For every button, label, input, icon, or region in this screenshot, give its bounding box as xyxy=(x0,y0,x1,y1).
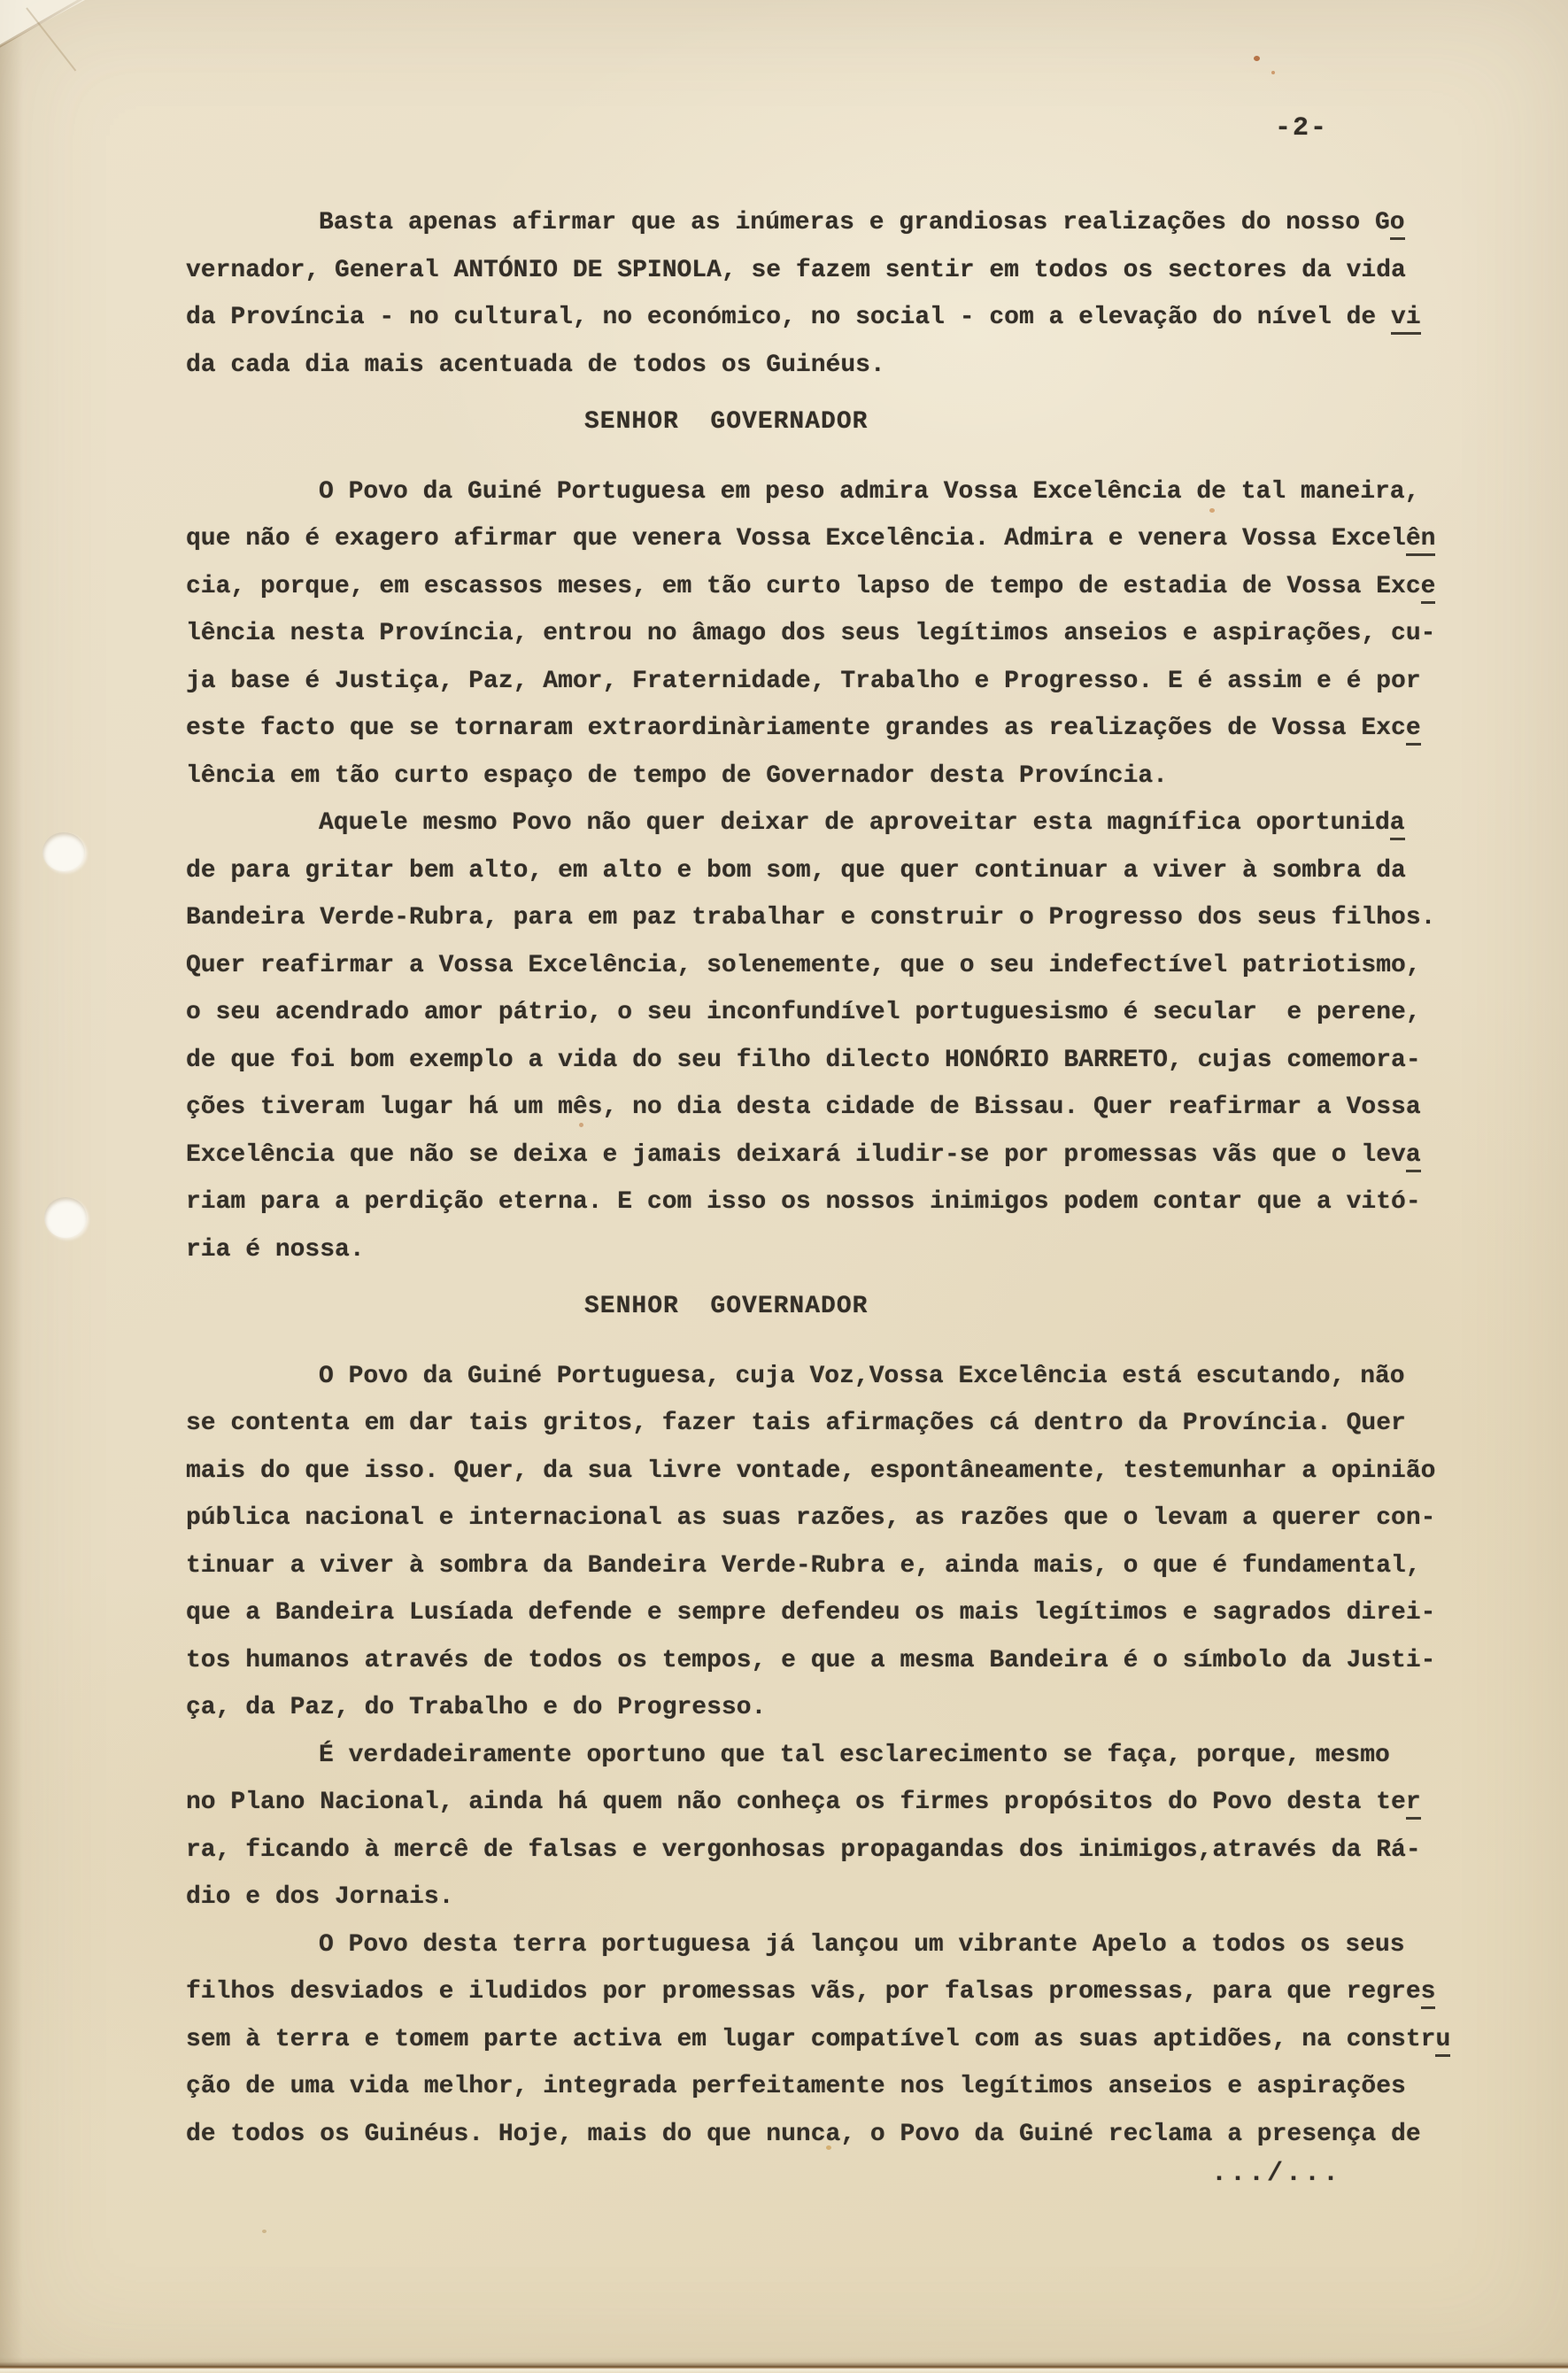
text-line: sem à terra e tomem parte activa em lugar compatível com as suas aptidões, na constru xyxy=(186,2016,1496,2064)
text-line: filhos desviados e iludidos por promessas vãs, por falsas promessas, para que regres xyxy=(186,1968,1496,2016)
text-line: o seu acendrado amor pátrio, o seu inconfundível portuguesismo é secular e perene, xyxy=(186,999,1421,1026)
text-line: ção de uma vida melhor, integrada perfeitamente nos legítimos anseios e aspirações xyxy=(186,2073,1406,2100)
text-line: tinuar a viver à sombra da Bandeira Verde-Rubra e, ainda mais, o que é fundamental, xyxy=(186,1551,1421,1580)
text-line: Excelência que não se deixa e jamais deixará iludir-se por promessas vãs que o leva xyxy=(186,1132,1496,1179)
text-line: lência em tão curto espaço de tempo de Governador desta Província. xyxy=(186,761,1168,790)
underlined-syllable: a xyxy=(1406,1141,1421,1172)
text-line: tos humanos através de todos os tempos, e que a mesma Bandeira é o símbolo da Justi- xyxy=(186,1646,1436,1674)
text-line: Bandeira Verde-Rubra, para em paz trabalhar e construir o Progresso dos seus filhos. xyxy=(186,904,1436,931)
stain-speck xyxy=(1254,56,1260,61)
text-line: O Povo da Guiné Portuguesa, cuja Voz,Vossa Excelência está escutando, não xyxy=(319,1362,1405,1390)
text-line: ria é nossa. xyxy=(186,1235,365,1264)
page-number: -2- xyxy=(1275,113,1329,143)
stain-speck xyxy=(1271,71,1275,74)
underlined-syllable: a xyxy=(1390,809,1405,840)
text-line: lência nesta Província, entrou no âmago dos seus legítimos anseios e aspirações, cu- xyxy=(186,620,1436,647)
underlined-syllable: o xyxy=(1390,209,1405,240)
text-line: ções tiveram lugar há um mês, no dia desta cidade de Bissau. Quer reafirmar a Vossa xyxy=(186,1094,1421,1121)
underlined-syllable: ên xyxy=(1406,525,1436,556)
document-body xyxy=(186,199,1496,2158)
text-line: Aquele mesmo Povo não quer deixar de aproveitar esta magnífica oportunida xyxy=(186,800,1496,847)
paper-bottom-edge xyxy=(0,2357,1568,2373)
text-line: riam para a perdição eterna. E com isso os nossos inimigos podem contar que a vitó- xyxy=(186,1188,1421,1216)
text-line: este facto que se tornaram extraordinàriamente grandes as realizações de Vossa Exce xyxy=(186,705,1496,753)
underlined-syllable: r xyxy=(1406,1789,1421,1820)
text-line: pública nacional e internacional as suas razões, as razões que o levam a querer con- xyxy=(186,1504,1436,1532)
punch-hole-top xyxy=(42,832,85,871)
text-line: dio e dos Jornais. xyxy=(186,1883,454,1911)
text-line: ra, ficando à mercê de falsas e vergonhosas propagandas dos inimigos,através da Rá- xyxy=(186,1836,1421,1864)
stain-speck xyxy=(262,2230,266,2233)
text-line: ja base é Justiça, Paz, Amor, Fraternidade, Trabalho e Progresso. E é assim e é por xyxy=(186,667,1421,695)
continuation-marker: .../... xyxy=(1211,2159,1342,2189)
text-line: no Plano Nacional, ainda há quem não conheça os firmes propósitos do Povo desta ter xyxy=(186,1779,1496,1827)
text-line: mais do que isso. Quer, da sua livre vontade, espontâneamente, testemunhar a opinião xyxy=(186,1457,1436,1485)
underlined-syllable: e xyxy=(1421,573,1436,604)
underlined-syllable: s xyxy=(1421,1978,1436,2009)
text-line: que não é exagero afirmar que venera Vossa Excelência. Admira e venera Vossa Excelên xyxy=(186,515,1496,563)
section-heading: SENHOR GOVERNADOR xyxy=(584,1293,869,1320)
text-line: da Província - no cultural, no económico, no social - com a elevação do nível de vi xyxy=(186,294,1496,342)
underlined-syllable: e xyxy=(1406,715,1421,746)
text-line: É verdadeiramente oportuno que tal esclarecimento se faça, porque, mesmo xyxy=(319,1741,1390,1769)
text-line: O Povo da Guiné Portuguesa em peso admira Vossa Excelência de tal maneira, xyxy=(319,477,1420,506)
text-line: de para gritar bem alto, em alto e bom som, que quer continuar a viver à sombra da xyxy=(186,856,1406,885)
text-line: cia, porque, em escassos meses, em tão curto lapso de tempo de estadia de Vossa Exce xyxy=(186,563,1496,611)
text-line: O Povo desta terra portuguesa já lançou um vibrante Apelo a todos os seus xyxy=(319,1930,1405,1959)
text-line: Basta apenas afirmar que as inúmeras e grandiosas realizações do nosso Go xyxy=(186,199,1496,247)
text-line: ça, da Paz, do Trabalho e do Progresso. xyxy=(186,1694,767,1721)
page-edge-shadow xyxy=(0,0,23,2373)
text-line: que a Bandeira Lusíada defende e sempre defendeu os mais legítimos e sagrados direi- xyxy=(186,1599,1436,1627)
text-line: de que foi bom exemplo a vida do seu filho dilecto HONÓRIO BARRETO, cujas comemora- xyxy=(186,1046,1421,1074)
text-line: da cada dia mais acentuada de todos os Guinéus. xyxy=(186,351,885,379)
underlined-syllable: vi xyxy=(1391,304,1421,335)
text-line: Quer reafirmar a Vossa Excelência, solenemente, que o seu indefectível patriotismo, xyxy=(186,951,1421,979)
text-line: vernador, General ANTÓNIO DE SPINOLA, se fazem sentir em todos os sectores da vida xyxy=(186,256,1406,284)
text-line: de todos os Guinéus. Hoje, mais do que nunca, o Povo da Guiné reclama a presença de xyxy=(186,2120,1421,2148)
underlined-syllable: u xyxy=(1435,2026,1450,2057)
section-heading: SENHOR GOVERNADOR xyxy=(584,408,869,436)
text-line: se contenta em dar tais gritos, fazer tais afirmações cá dentro da Província. Quer xyxy=(186,1410,1406,1437)
punch-hole-bottom xyxy=(44,1197,87,1238)
